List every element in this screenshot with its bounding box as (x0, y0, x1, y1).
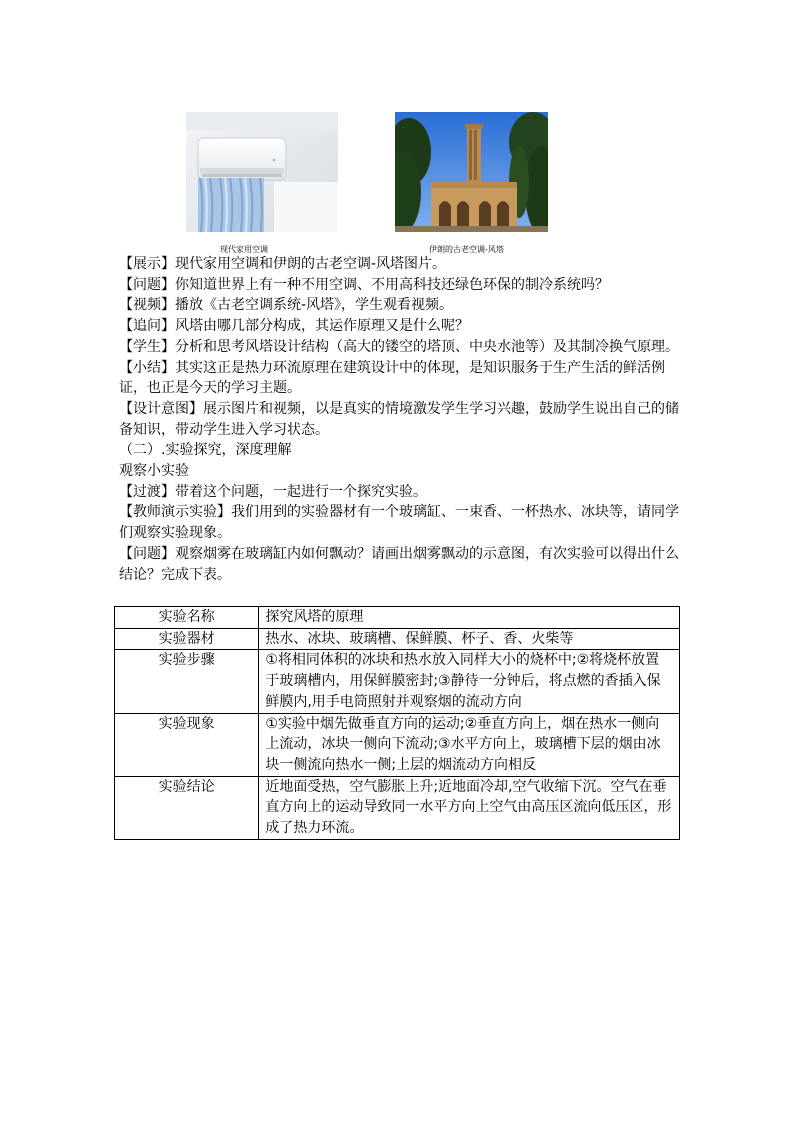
table-row (115, 628, 680, 650)
table-cell-name: 实验名称 (115, 607, 259, 629)
table-cell-value: ①将相同体积的冰块和热水放入同样大小的烧杯中;②将烧杯放置于玻璃槽内，用保鲜膜密封;③静待一分钟后，将点燃的香插入保鲜膜内,用手电筒照射并观察烟的流动方向 (259, 650, 680, 713)
paragraph-tag: 【展示】 (119, 256, 175, 272)
table-cell-value: ①实验中烟先做垂直方向的运动;②垂直方向上，烟在热水一侧向上流动，冰块一侧向下流动;③水平方向上，玻璃槽下层的烟由冰块一侧流向热水一侧;上层的烟流动方向相反 (259, 713, 680, 776)
table-cell-name: 实验现象 (115, 713, 259, 776)
paragraph-text: 风塔由哪几部分构成，其运作原理又是什么呢？ (175, 318, 469, 335)
table-cell-name: 实验步骤 (115, 650, 259, 713)
air-conditioner-figure (186, 112, 338, 254)
paragraph-design-intent (119, 399, 679, 440)
experiment-table (114, 606, 680, 840)
paragraph-tag: 【视频】 (119, 297, 175, 314)
paragraph-tag: 【问题】 (119, 545, 175, 562)
paragraph-student (119, 337, 679, 358)
table-row (115, 713, 680, 776)
subsection-heading (119, 461, 679, 482)
paragraph-text: 你知道世界上有一种不用空调、不用高科技还绿色环保的制冷系统吗？ (175, 276, 609, 293)
wind-tower-figure (395, 112, 548, 254)
paragraph-tag: 【设计意图】 (119, 400, 203, 417)
paragraph-text: 展示图片和视频，以是真实的情境激发学生学习兴趣，鼓励学生说出自己的储备知识，带动学生进入学习状态。 (119, 400, 679, 438)
table-row (115, 776, 680, 839)
paragraph-tag: 【学生】 (119, 338, 175, 355)
paragraph-text: 现代家用空调和伊朗的古老空调-风塔图片。 (175, 256, 447, 272)
table-cell-name: 实验器材 (115, 628, 259, 650)
paragraph-text: 播放《古老空调系统-风塔》，学生观看视频。 (175, 297, 454, 314)
wind-tower-photo (395, 112, 548, 232)
paragraph-tag: 【问题】 (119, 276, 175, 293)
table-cell-value: 近地面受热，空气膨胀上升;近地面冷却,空气收缩下沉。空气在垂直方向上的运动导致同一水平方向上空气由高压区流向低压区，形成了热力环流。 (259, 776, 680, 839)
paragraph-text: 观察烟雾在玻璃缸内如何飘动？请画出烟雾飘动的示意图，有次实验可以得出什么结论？完成下表。 (119, 545, 679, 583)
paragraph-transition (119, 482, 679, 503)
figure-caption-left: 现代家用空调 (220, 245, 268, 254)
paragraph-tag: 【小结】 (119, 359, 175, 376)
paragraph-display (119, 254, 679, 275)
figure-caption-right: 伊朗的古老空调-风塔 (429, 245, 504, 254)
paragraph-text: 其实这正是热力环流原理在建筑设计中的体现，是知识服务于生产生活的鲜活例证，也正是今天的学习主题。 (119, 359, 665, 397)
paragraph-text: （二）.实验探究，深度理解 (119, 442, 292, 459)
paragraph-video (119, 295, 679, 316)
air-conditioner-photo (186, 112, 338, 232)
paragraph-tag: 【追问】 (119, 318, 175, 335)
paragraph-teacher-demo (119, 502, 679, 543)
table-row (115, 607, 680, 629)
paragraph-tag: 【过渡】 (119, 483, 175, 500)
paragraph-question (119, 275, 679, 296)
table-cell-value: 探究风塔的原理 (259, 607, 680, 629)
paragraph-text: 分析和思考风塔设计结构（高大的镂空的塔顶、中央水池等）及其制冷换气原理。 (175, 338, 679, 355)
paragraph-question-2 (119, 544, 679, 585)
paragraph-text: 我们用到的实验器材有一个玻璃缸、一束香、一杯热水、冰块等，请同学们观察实验现象。 (119, 504, 679, 542)
paragraph-text: 带着这个问题，一起进行一个探究实验。 (175, 483, 427, 500)
table-cell-name: 实验结论 (115, 776, 259, 839)
lesson-text (119, 254, 679, 585)
table-row (115, 650, 680, 713)
paragraph-summary (119, 358, 679, 399)
table-cell-value: 热水、冰块、玻璃槽、保鲜膜、杯子、香、火柴等 (259, 628, 680, 650)
section-heading (119, 440, 679, 461)
paragraph-follow-up (119, 316, 679, 337)
paragraph-text: 观察小实验 (119, 463, 189, 480)
paragraph-tag: 【教师演示实验】 (119, 504, 231, 521)
